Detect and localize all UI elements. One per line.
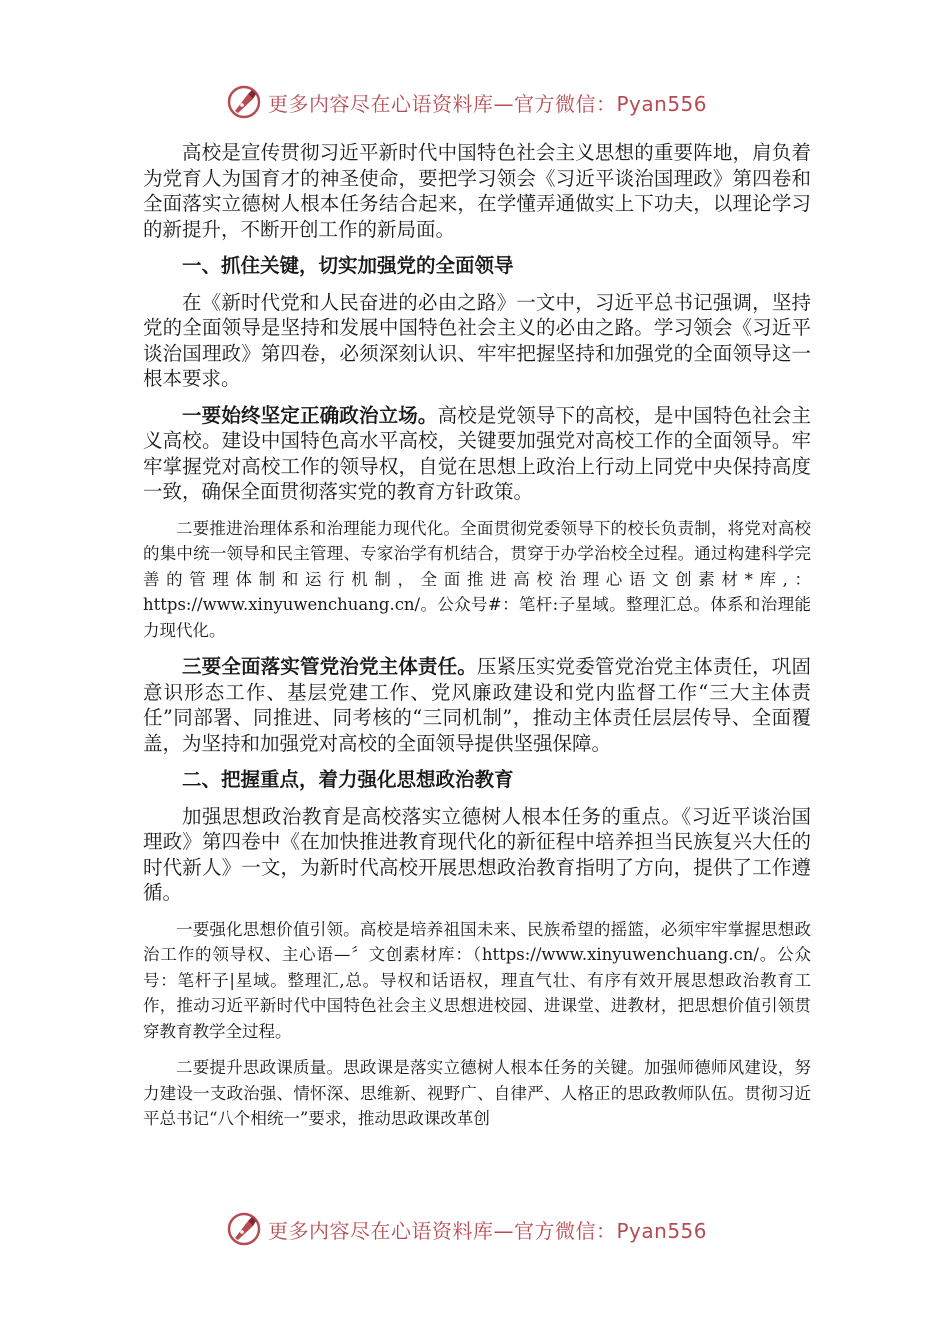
paragraph-2-lead: 一要始终坚定正确政治立场。 [182, 403, 438, 427]
paragraph-5: 加强思想政治教育是高校落实立德树人根本任务的重点。《习近平谈治国理政》第四卷中《在加快推进教育现代化的新征程中培养担当民族复兴大任的时代新人》一文，为新时代高校开展思想政治教育指明了方向，提供了工作遵循。 [143, 804, 811, 904]
paragraph-4-body: 压紧压实党委管党治党主体责任，巩固意识形态工作、基层党建工作、党风廉政建设和党内监督工作“三大主体责任”同部署、同推进、同考核的“三同机制”，推动主体责任层层传导、全面覆盖，为坚持和加强党对高校的全面领导提供坚强保障。 [143, 655, 811, 755]
intro-paragraph: 高校是宣传贯彻习近平新时代中国特色社会主义思想的重要阵地，肩负着为党育人为国育才的神圣使命，要把学习领会《习近平谈治国理政》第四卷和全面落实立德树人根本任务结合起来，在学懂弄通做实上下功夫，以理论学习的新提升，不断开创工作的新局面。 [143, 141, 811, 241]
paragraph-3: 二要推进治理体系和治理能力现代化。全面贯彻党委领导下的校长负责制，将党对高校的集中统一领导和民主管理、专家治学有机结合，贯穿于办学治校全过程。通过构建科学完善的管理体制和运行机制，全面推进高校治理心语文创素材*库,：https://www.xinyuwenchuang.cn/。公众号#：笔杆:子星域。整理汇总。体系和治理能力现代化。 [143, 518, 811, 640]
paragraph-4-lead: 三要全面落实管党治党主体责任。 [182, 655, 477, 678]
section-heading-1: 一、抓住关键，切实加强党的全面领导 [182, 254, 514, 277]
paragraph-2-body: 高校是党领导下的高校，是中国特色社会主义高校。建设中国特色高水平高校，关键要加强党对高校工作的全面领导。牢牢掌握党对高校工作的领导权，自觉在思想上政治上行动上同党中央保持高度一致，确保全面贯彻落实党的教育方针政策。 [143, 403, 811, 503]
pen-nib-icon [226, 84, 262, 120]
document-body [143, 140, 811, 1132]
header-watermark-banner [226, 82, 746, 122]
pen-nib-icon [226, 1211, 262, 1247]
paragraph-4 [143, 654, 811, 756]
paragraph-7: 二要提升思政课质量。思政课是落实立德树人根本任务的关键。加强师德师风建设，努力建设一支政治强、情怀深、思维新、视野广、自律严、人格正的思政教师队伍。贯彻习近平总书记“八个相统一”要求，推动思政课改革创 [143, 1058, 811, 1128]
paragraph-2 [143, 403, 811, 505]
banner-text: 更多内容尽在心语资料库—官方微信：Pyan556 [268, 1218, 708, 1243]
paragraph-6: 一要强化思想价值引领。高校是培养祖国未来、民族希望的摇篮，必须牢牢掌握思想政治工作的领导权、主心语—〞文创素材库：（https://www.xinyuwenchuang.cn/。公众号：笔杆子|星域。整理汇,总。导权和话语权，理直气壮、有序有效开展思想政治教育工作，推动习近平新时代中国特色社会主义思想进校园、进课堂、进教材，把思想价值引领贯穿教育教学全过程。 [143, 919, 811, 1041]
section-heading-2: 二、把握重点，着力强化思想政治教育 [182, 768, 514, 791]
paragraph-1: 在《新时代党和人民奋进的必由之路》一文中，习近平总书记强调，坚持党的全面领导是坚持和发展中国特色社会主义的必由之路。学习领会《习近平谈治国理政》第四卷，必须深刻认识、牢牢把握坚持和加强党的全面领导这一根本要求。 [143, 290, 811, 390]
footer-watermark-banner [226, 1209, 746, 1249]
banner-text: 更多内容尽在心语资料库—官方微信：Pyan556 [268, 91, 708, 116]
